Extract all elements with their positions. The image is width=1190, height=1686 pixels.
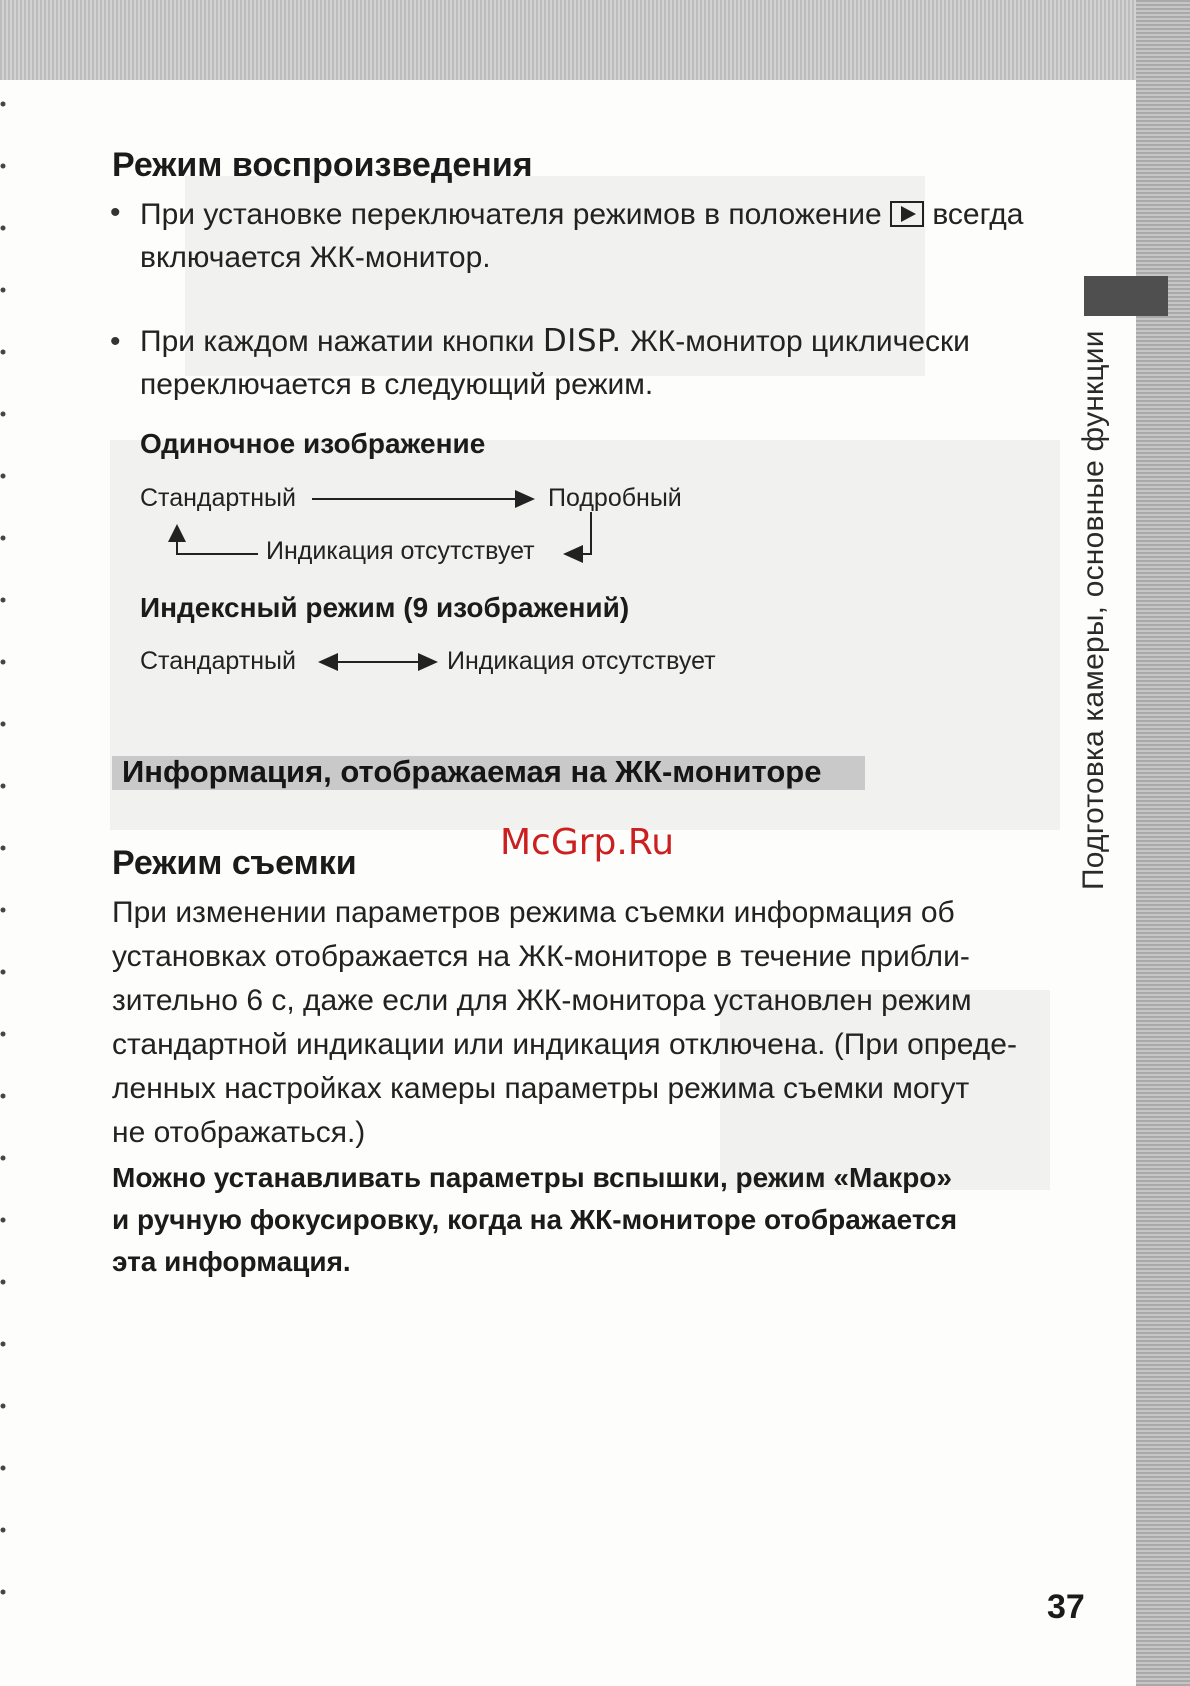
binding-dots	[0, 100, 8, 1600]
bullet2-line1	[140, 320, 970, 363]
shooting-note-line: и ручную фокусировку, когда на ЖК-мониторе отображается	[112, 1204, 958, 1235]
bullet1-text-after: всегда	[932, 198, 1024, 231]
scan-right-band	[1136, 0, 1190, 1686]
page-number: 37	[1047, 1588, 1085, 1626]
shooting-para-line: не отображаться.)	[112, 1116, 366, 1149]
shooting-para-line: При изменении параметров режима съемки информация об	[112, 896, 955, 929]
arrow-line	[590, 512, 592, 555]
bullet-dot: •	[110, 196, 121, 229]
bullet-dot: •	[110, 325, 121, 358]
bullet2-line2: переключается в следующий режим.	[140, 368, 654, 401]
arrow-left-icon	[563, 545, 583, 563]
disp-button-label: DISP.	[542, 323, 622, 359]
bullet1-text-before: При установке переключателя режимов в положение	[140, 198, 882, 231]
arrow-right-icon	[418, 653, 438, 671]
watermark: McGrp.Ru	[500, 822, 675, 863]
arrow-line	[336, 661, 422, 663]
chapter-title: Подготовка камеры, основные функции	[1077, 330, 1110, 890]
shooting-para-line: стандартной индикации или индикация отключена. (При опреде-	[112, 1028, 1017, 1061]
bullet2-text-after: ЖК-монитор циклически	[630, 325, 970, 358]
arrow-line	[312, 498, 520, 500]
index-no-display-label: Индикация отсутствует	[447, 647, 716, 675]
shooting-para-line: установках отображается на ЖК-мониторе в течение прибли-	[112, 940, 970, 973]
single-no-display-label: Индикация отсутствует	[266, 537, 535, 565]
single-standard-label: Стандартный	[140, 484, 296, 512]
info-section-heading: Информация, отображаемая на ЖК-мониторе	[122, 754, 822, 789]
arrow-left-icon	[318, 653, 338, 671]
index-mode-heading: Индексный режим (9 изображений)	[140, 592, 630, 623]
arrow-line	[176, 553, 258, 555]
chapter-thumb-tab	[1084, 276, 1168, 316]
arrow-right-icon	[515, 490, 535, 508]
shooting-note-line: эта информация.	[112, 1246, 351, 1277]
single-image-heading: Одиночное изображение	[140, 428, 486, 459]
scan-top-band	[0, 0, 1190, 80]
arrow-line	[176, 540, 178, 554]
shooting-para-line: ленных настройках камеры параметры режима съемки могут	[112, 1072, 970, 1105]
shooting-para-line: зительно 6 с, даже если для ЖК-монитора установлен режим	[112, 984, 972, 1017]
single-detailed-label: Подробный	[548, 484, 682, 512]
arrow-up-icon	[168, 524, 186, 542]
bullet1-line1	[140, 193, 1023, 236]
shooting-note-line: Можно устанавливать параметры вспышки, режим «Макро»	[112, 1162, 952, 1193]
playback-heading: Режим воспроизведения	[112, 146, 533, 184]
shooting-heading: Режим съемки	[112, 844, 357, 882]
index-standard-label: Стандартный	[140, 647, 296, 675]
playback-mode-icon	[890, 201, 924, 227]
bullet2-text-before: При каждом нажатии кнопки	[140, 325, 535, 358]
bullet1-line2: включается ЖК-монитор.	[140, 241, 491, 274]
